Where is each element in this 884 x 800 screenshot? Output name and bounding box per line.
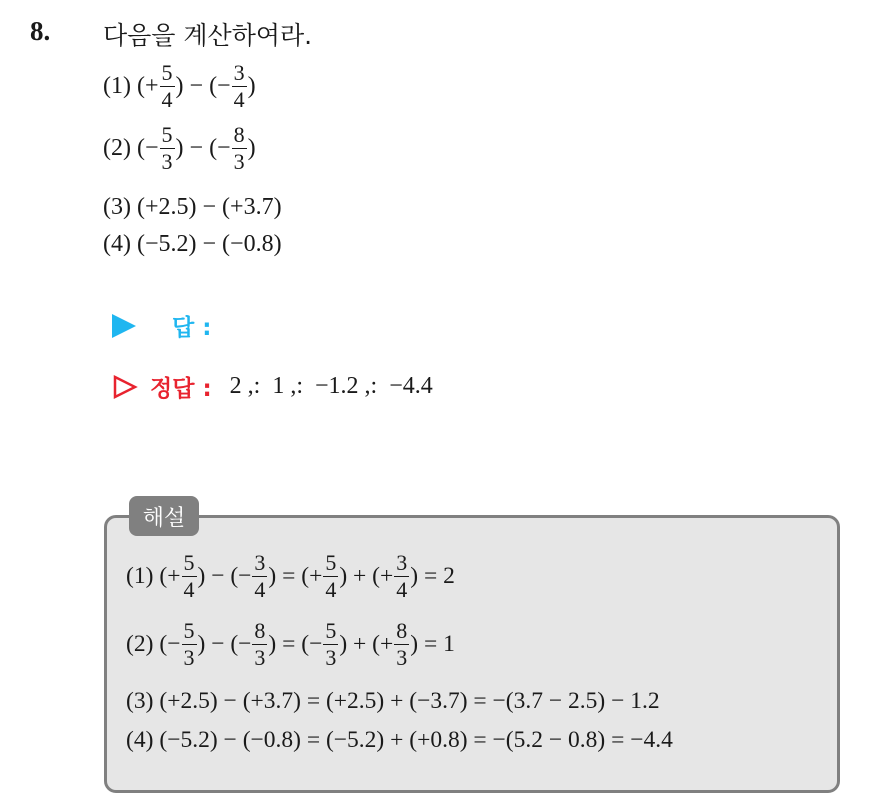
numerator: 5 bbox=[183, 550, 195, 575]
operator: − bbox=[189, 135, 204, 161]
problem-1 bbox=[103, 62, 256, 111]
problem-label: (4) bbox=[103, 231, 131, 257]
paren: ) bbox=[175, 135, 184, 161]
problem-label: (1) bbox=[103, 73, 131, 99]
expr-part: (+ bbox=[159, 563, 181, 589]
expr-part: ) = 1 bbox=[410, 631, 455, 657]
fraction bbox=[182, 620, 197, 669]
equation bbox=[159, 552, 454, 601]
fraction bbox=[232, 62, 247, 111]
denominator: 3 bbox=[325, 645, 337, 670]
denominator: 4 bbox=[325, 577, 337, 602]
fraction bbox=[394, 620, 409, 669]
explanation-tab: 해설 bbox=[129, 496, 199, 536]
question-title: 다음을 계산하여라. bbox=[103, 21, 313, 50]
denominator: 3 bbox=[396, 645, 408, 670]
denominator: 3 bbox=[183, 645, 195, 670]
problem-expression: (+2.5) − (+3.7) bbox=[136, 194, 282, 220]
equation: (+2.5) − (+3.7) = (+2.5) + (−3.7) = −(3.7 − 2.5) − 1.2 bbox=[159, 688, 660, 714]
paren: ) bbox=[175, 73, 184, 99]
problem-4 bbox=[103, 231, 282, 258]
problem-label: (2) bbox=[126, 631, 154, 657]
fraction bbox=[232, 124, 247, 173]
denominator: 3 bbox=[254, 645, 266, 670]
operator: − bbox=[189, 73, 204, 99]
expr-part: ) = 2 bbox=[410, 563, 455, 589]
numerator: 3 bbox=[396, 550, 408, 575]
expr-part: ) = (− bbox=[268, 631, 323, 657]
explanation-line-3 bbox=[126, 688, 660, 715]
numerator: 3 bbox=[254, 550, 266, 575]
play-triangle-icon bbox=[112, 314, 136, 338]
denominator: 3 bbox=[161, 149, 173, 174]
expr-part: ) = (+ bbox=[268, 563, 323, 589]
correct-answer-row bbox=[112, 370, 433, 403]
expr-part: ) + (+ bbox=[339, 631, 394, 657]
equation: (−5.2) − (−0.8) = (−5.2) + (+0.8) = −(5.2 − 0.8) = −4.4 bbox=[159, 727, 673, 753]
denominator: 4 bbox=[396, 577, 408, 602]
expr-part: ) + (+ bbox=[339, 563, 394, 589]
numerator: 8 bbox=[254, 618, 266, 643]
problem-label: (2) bbox=[103, 135, 131, 161]
problem-3 bbox=[103, 194, 282, 221]
problem-label: (3) bbox=[126, 688, 154, 714]
explanation-line-2 bbox=[126, 620, 455, 669]
numerator: 8 bbox=[233, 122, 245, 147]
outline-triangle-icon bbox=[112, 374, 138, 400]
answer-row bbox=[112, 309, 211, 342]
paren: (− bbox=[136, 135, 159, 161]
expr-part: ) − (− bbox=[197, 563, 252, 589]
paren: (+ bbox=[136, 73, 159, 99]
explanation-line-4 bbox=[126, 727, 673, 754]
fraction bbox=[323, 552, 338, 601]
problem-label: (4) bbox=[126, 727, 154, 753]
problem-label: (3) bbox=[103, 194, 131, 220]
fraction bbox=[394, 552, 409, 601]
denominator: 4 bbox=[161, 87, 173, 112]
fraction bbox=[252, 620, 267, 669]
problem-expression: (−5.2) − (−0.8) bbox=[136, 231, 282, 257]
numerator: 5 bbox=[183, 618, 195, 643]
denominator: 4 bbox=[254, 577, 266, 602]
expr-part: (− bbox=[159, 631, 181, 657]
denominator: 3 bbox=[233, 149, 245, 174]
correct-answer-label: 정답 : bbox=[150, 376, 212, 402]
paren: (− bbox=[209, 73, 231, 99]
numerator: 5 bbox=[161, 60, 173, 85]
explanation-line-1 bbox=[126, 552, 455, 601]
problem-label: (1) bbox=[126, 563, 154, 589]
fraction bbox=[252, 552, 267, 601]
denominator: 4 bbox=[183, 577, 195, 602]
answer-label: 답 : bbox=[172, 315, 212, 341]
expr-part: ) − (− bbox=[197, 631, 252, 657]
paren: ) bbox=[247, 135, 256, 161]
problem-2 bbox=[103, 124, 256, 173]
numerator: 5 bbox=[325, 618, 337, 643]
fraction bbox=[160, 62, 175, 111]
correct-answer-value: 2 ,: 1 ,: −1.2 ,: −4.4 bbox=[229, 373, 433, 399]
numerator: 8 bbox=[396, 618, 408, 643]
fraction bbox=[182, 552, 197, 601]
denominator: 4 bbox=[233, 87, 245, 112]
numerator: 5 bbox=[325, 550, 337, 575]
question-number: 8. bbox=[30, 16, 51, 46]
paren: (− bbox=[209, 135, 231, 161]
numerator: 3 bbox=[233, 60, 245, 85]
fraction bbox=[323, 620, 338, 669]
numerator: 5 bbox=[161, 122, 173, 147]
paren: ) bbox=[247, 73, 256, 99]
fraction bbox=[160, 124, 175, 173]
equation bbox=[159, 620, 454, 669]
